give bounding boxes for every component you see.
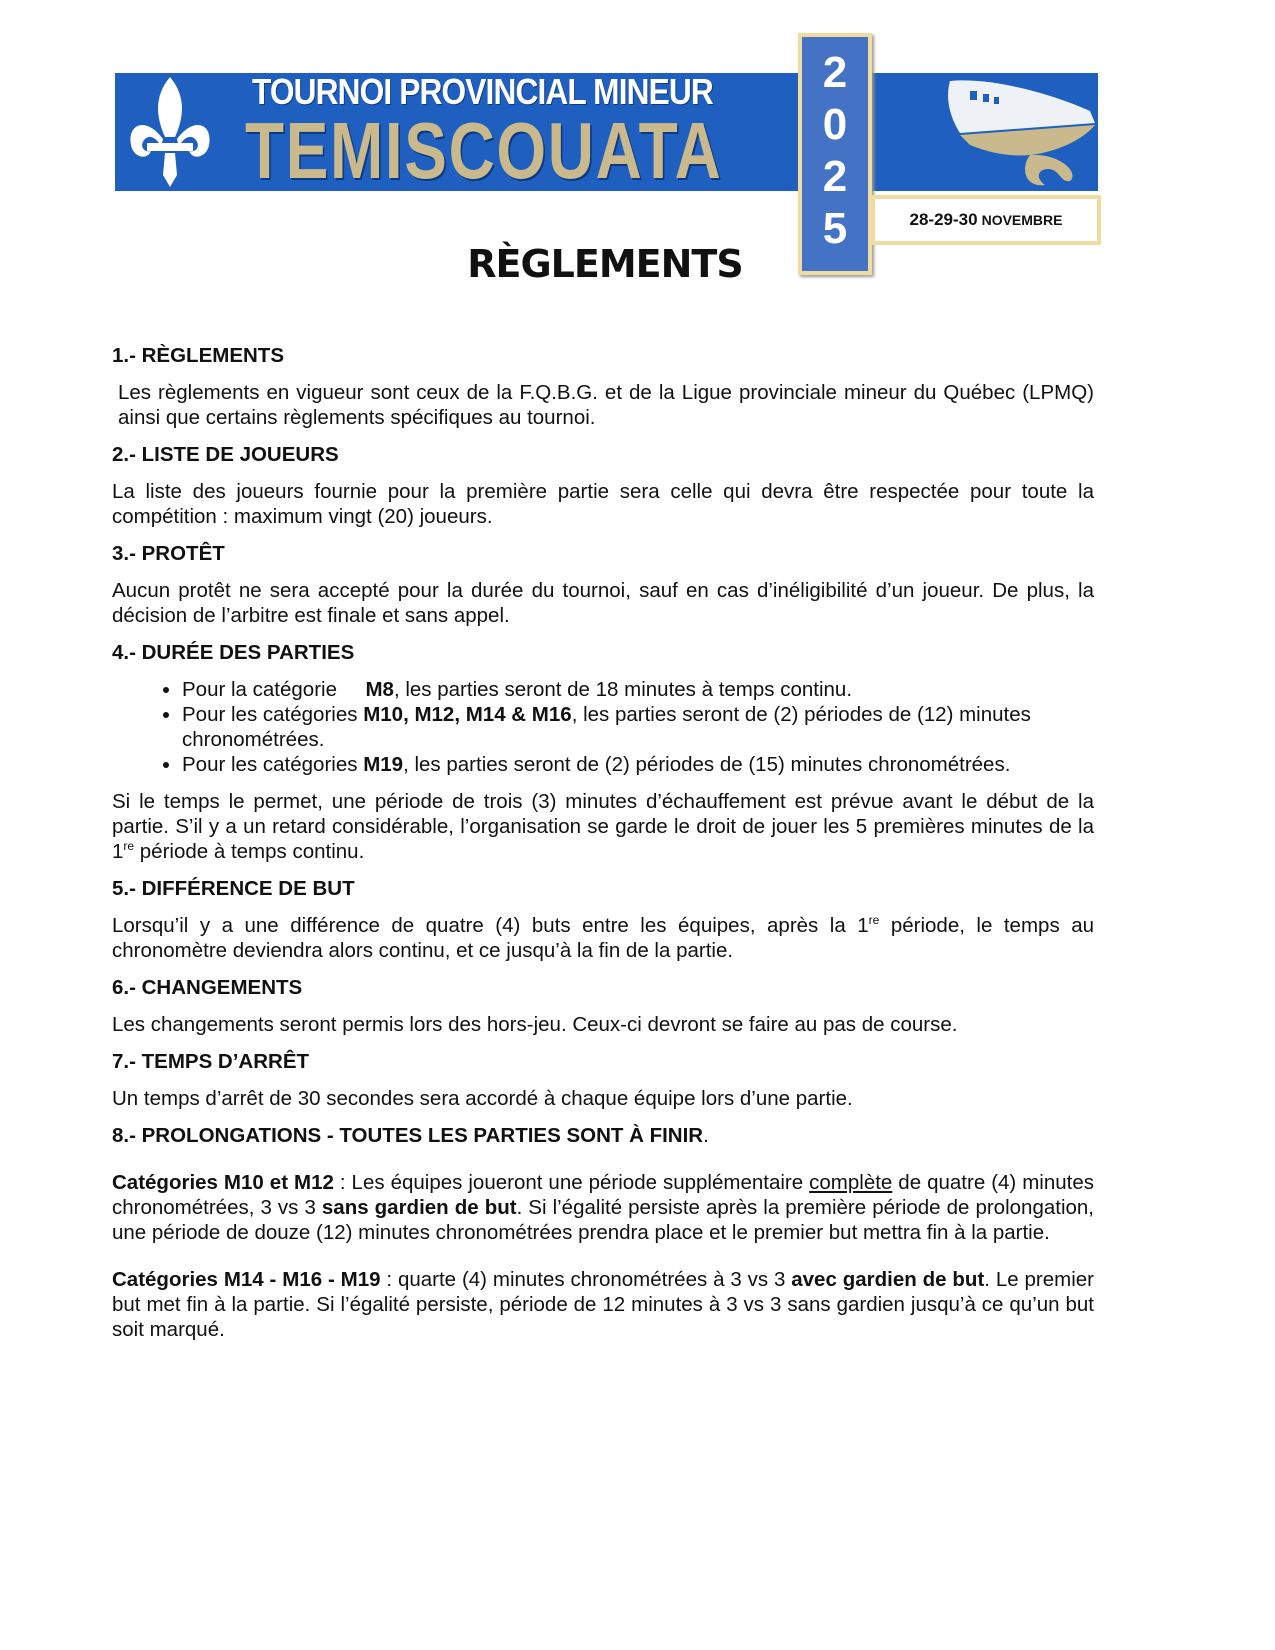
- text-run: Catégories M14 - M16 - M19: [112, 1268, 381, 1291]
- text-run: re: [123, 839, 135, 854]
- date-box: [871, 195, 1101, 245]
- paragraph: [112, 479, 1094, 529]
- heading-text: 2.- LISTE DE JOUEURS: [112, 443, 339, 466]
- page-title: RÈGLEMENTS: [467, 242, 743, 286]
- heading-text: 1.- RÈGLEMENTS: [112, 344, 284, 367]
- heading-text: 8.- PROLONGATIONS - TOUTES LES PARTIES SONT À FINIR: [112, 1124, 704, 1147]
- text-run: Un temps d’arrêt de 30 secondes sera accordé à chaque équipe lors d’une partie.: [112, 1087, 853, 1110]
- text-run: Aucun protêt ne sera accepté pour la durée du tournoi, sauf en cas d’inéligibilité d’un joueur. De plus, la décision de l’arbitre est finale et sans appel.: [112, 579, 1094, 627]
- year-digit: 2: [822, 152, 848, 201]
- text-run: Les changements seront permis lors des hors-jeu. Ceux-ci devront se faire au pas de course.: [112, 1013, 958, 1036]
- dates: 28-29-30: [909, 210, 978, 229]
- section-heading: [112, 541, 1094, 566]
- section-heading: [112, 975, 1094, 1000]
- text-run: complète: [809, 1171, 893, 1194]
- section-heading: [112, 1123, 1094, 1148]
- heading-text: 4.- DURÉE DES PARTIES: [112, 641, 355, 664]
- year-digit: 2: [822, 48, 848, 97]
- paragraph: [112, 380, 1094, 430]
- paragraph: [112, 578, 1094, 628]
- paragraph: [112, 913, 1094, 963]
- heading-text: 7.- TEMPS D’ARRÊT: [112, 1050, 310, 1073]
- rules-content: [112, 343, 1094, 1364]
- year-digit: 5: [822, 204, 848, 253]
- text-run: Lorsqu’il y a une différence de quatre (4) buts entre les équipes, après la 1: [112, 914, 869, 937]
- text-run: Pour les catégories: [182, 753, 364, 776]
- year-box: [798, 33, 872, 275]
- month: NOVEMBRE: [981, 212, 1063, 228]
- list-item: [182, 752, 1094, 777]
- text-run: . Le premier but met fin à la partie. Si l’égalité persiste, période de 12 minutes à 3 vs 3 sans gardien jusqu’à ce qu’un but soit marqué.: [112, 1268, 1094, 1341]
- text-run: . Si l’égalité persiste après la première période de prolongation, une période de douze (12) minutes chronométrées prendra place et le premier but mettra fin à la partie.: [112, 1196, 1094, 1244]
- heading-suffix: .: [703, 1124, 709, 1147]
- text-run: M10, M12, M14 & M16: [363, 703, 572, 726]
- banner-title: TEMISCOUATA: [245, 106, 723, 191]
- text-run: : Les équipes joueront une période supplémentaire: [333, 1171, 810, 1194]
- text-run: Catégories M10 et M12: [112, 1171, 334, 1194]
- text-run: : quarte (4) minutes chronométrées à 3 vs 3: [380, 1268, 792, 1291]
- heading-text: 6.- CHANGEMENTS: [112, 976, 303, 999]
- text-run: de quatre (4) minutes chronométrées, 3 vs 3: [112, 1171, 1095, 1219]
- text-run: sans gardien de but: [321, 1196, 517, 1219]
- list-item: [182, 677, 1094, 702]
- section-heading: [112, 640, 1094, 665]
- list-item: [182, 702, 1094, 752]
- year-digit: 0: [822, 100, 848, 149]
- heading-text: 3.- PROTÊT: [112, 542, 225, 565]
- paragraph: [112, 1086, 1094, 1111]
- fleur-de-lis-icon: [125, 75, 215, 189]
- text-run: période à temps continu.: [134, 840, 365, 863]
- text-run: Si le temps le permet, une période de trois (3) minutes d’échauffement est prévue avant le début de la partie. S’il y a un retard considérable, l’organisation se garde le droit de jouer les 5 premières minutes de la 1: [112, 790, 1094, 863]
- text-run: , les parties seront de 18 minutes à temps continu.: [393, 678, 853, 701]
- text-run: Pour les catégories: [182, 703, 364, 726]
- text-run: , les parties seront de (2) périodes de (12) minutes chronométrées.: [182, 703, 1037, 751]
- section-heading: [112, 343, 1094, 368]
- text-run: avec gardien de but: [791, 1268, 985, 1291]
- paragraph: [112, 1012, 1094, 1037]
- text-run: Les règlements en vigueur sont ceux de la F.Q.B.G. et de la Ligue provinciale mineur du Québec (LPMQ) ainsi que certains règlements spécifiques au tournoi.: [118, 381, 1094, 429]
- text-run: re: [868, 913, 880, 928]
- paragraph: [112, 1267, 1094, 1342]
- paragraph: [112, 1170, 1094, 1245]
- paragraph: [112, 789, 1094, 864]
- section-heading: [112, 1049, 1094, 1074]
- text-run: M19: [363, 753, 404, 776]
- text-run: M8: [365, 678, 394, 701]
- text-run: , les parties seront de (2) périodes de (15) minutes chronométrées.: [403, 753, 1011, 776]
- text-run: La liste des joueurs fournie pour la première partie sera celle qui devra être respectée pour toute la compétition : maximum vingt (20) joueurs.: [112, 480, 1094, 528]
- header-banner: [115, 73, 1098, 191]
- banner-subtitle: TOURNOI PROVINCIAL MINEUR: [252, 73, 713, 112]
- bullet-list: [112, 677, 1094, 777]
- text-run: période, le temps au chronomètre deviendra alors continu, et ce jusqu’à la fin de la partie.: [112, 914, 1094, 962]
- text-run: Pour la catégorie: [182, 678, 366, 701]
- plane-logo-icon: [930, 73, 1098, 191]
- section-heading: [112, 876, 1094, 901]
- section-heading: [112, 442, 1094, 467]
- heading-text: 5.- DIFFÉRENCE DE BUT: [112, 877, 355, 900]
